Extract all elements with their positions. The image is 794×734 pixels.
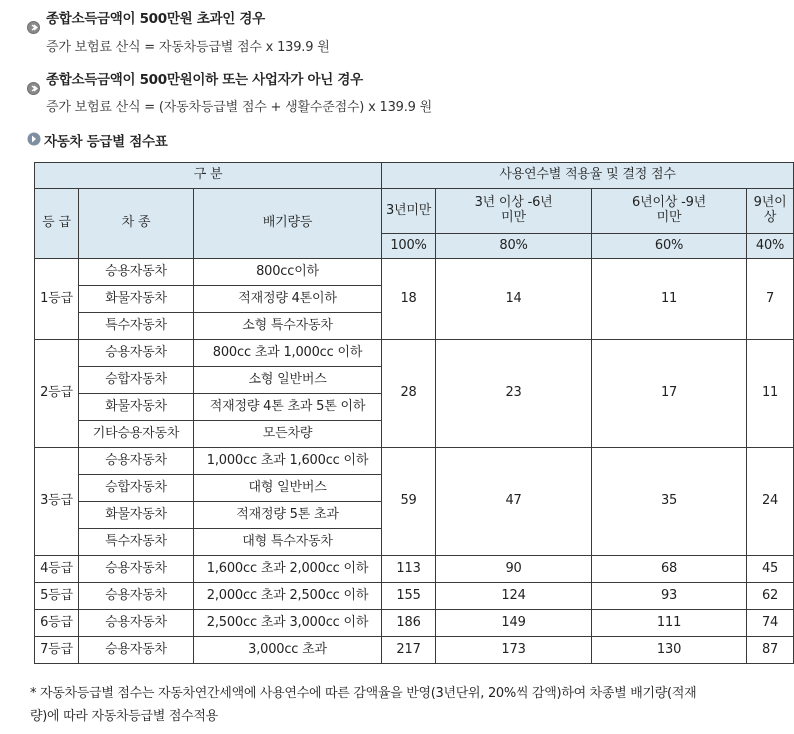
displacement-cell: 적재정량 4톤이하 <box>194 286 382 313</box>
displacement-cell: 800cc이하 <box>194 259 382 286</box>
formula-text: 증가 보험료 산식 = (자동차등급별 점수 + 생활수준점수) x 139.9 원 <box>46 100 433 115</box>
displacement-cell: 800cc 초과 1,000cc 이하 <box>194 340 382 367</box>
score-cell: 28 <box>382 340 436 448</box>
score-cell: 124 <box>436 583 592 610</box>
score-cell: 90 <box>436 556 592 583</box>
col-header-years-1: 3년미만 <box>382 189 436 234</box>
score-cell: 217 <box>382 637 436 664</box>
score-table <box>34 162 794 664</box>
score-cell: 14 <box>436 259 592 340</box>
displacement-cell: 소형 특수자동차 <box>194 313 382 340</box>
col-header-displacement: 배기량등 <box>194 189 382 259</box>
group-header: 구 분 <box>35 163 382 189</box>
score-cell: 186 <box>382 610 436 637</box>
vehicle-type-cell: 특수자동차 <box>79 313 194 340</box>
vehicle-type-cell: 화물자동차 <box>79 502 194 529</box>
score-cell: 111 <box>592 610 747 637</box>
score-cell: 11 <box>747 340 794 448</box>
displacement-cell: 1,600cc 초과 2,000cc 이하 <box>194 556 382 583</box>
formula-text: 증가 보험료 산식 = 자동차등급별 점수 x 139.9 원 <box>46 40 330 55</box>
vehicle-type-cell: 승합자동차 <box>79 475 194 502</box>
chevron-right-icon <box>27 21 40 34</box>
rate-cell: 60% <box>592 234 747 259</box>
score-cell: 23 <box>436 340 592 448</box>
score-cell: 68 <box>592 556 747 583</box>
vehicle-type-cell: 화물자동차 <box>79 286 194 313</box>
score-cell: 35 <box>592 448 747 556</box>
score-cell: 149 <box>436 610 592 637</box>
vehicle-type-cell: 화물자동차 <box>79 394 194 421</box>
vehicle-type-cell: 승용자동차 <box>79 556 194 583</box>
table-row <box>35 259 794 286</box>
score-cell: 11 <box>592 259 747 340</box>
grade-cell: 3등급 <box>35 448 79 556</box>
footnote: * 자동차등급별 점수는 자동차연간세액에 사용연수에 따른 감액율을 반영(3년단위, 20%씩 감액)하여 차종별 배기량(적재량)에 따라 자동차등급별 점수적용 <box>30 686 697 724</box>
displacement-cell: 3,000cc 초과 <box>194 637 382 664</box>
col-header-grade: 등 급 <box>35 189 79 259</box>
score-cell: 93 <box>592 583 747 610</box>
vehicle-type-cell: 승용자동차 <box>79 583 194 610</box>
col-header-years-4: 9년이상 <box>747 189 794 234</box>
vehicle-type-cell: 승합자동차 <box>79 367 194 394</box>
score-cell: 47 <box>436 448 592 556</box>
displacement-cell: 대형 일반버스 <box>194 475 382 502</box>
score-cell: 130 <box>592 637 747 664</box>
rate-cell: 40% <box>747 234 794 259</box>
rate-cell: 80% <box>436 234 592 259</box>
score-cell: 155 <box>382 583 436 610</box>
displacement-cell: 2,500cc 초과 3,000cc 이하 <box>194 610 382 637</box>
displacement-cell: 적재정량 4톤 초과 5톤 이하 <box>194 394 382 421</box>
displacement-cell: 소형 일반버스 <box>194 367 382 394</box>
score-cell: 45 <box>747 556 794 583</box>
chevron-right-icon <box>27 82 40 95</box>
displacement-cell: 1,000cc 초과 1,600cc 이하 <box>194 448 382 475</box>
score-cell: 24 <box>747 448 794 556</box>
score-cell: 7 <box>747 259 794 340</box>
score-cell: 173 <box>436 637 592 664</box>
score-cell: 74 <box>747 610 794 637</box>
grade-cell: 1등급 <box>35 259 79 340</box>
displacement-cell: 적재정량 5톤 초과 <box>194 502 382 529</box>
vehicle-type-cell: 승용자동차 <box>79 448 194 475</box>
vehicle-type-cell: 기타승용자동차 <box>79 421 194 448</box>
vehicle-type-cell: 승용자동차 <box>79 610 194 637</box>
displacement-cell: 2,000cc 초과 2,500cc 이하 <box>194 583 382 610</box>
section-arrow-icon <box>27 132 41 146</box>
score-cell: 59 <box>382 448 436 556</box>
col-header-years-2: 3년 이상 -6년 미만 <box>436 189 592 234</box>
section-title: 종합소득금액이 500만원 초과인 경우 <box>46 11 265 27</box>
table-row <box>35 610 794 637</box>
score-cell: 113 <box>382 556 436 583</box>
vehicle-type-cell: 특수자동차 <box>79 529 194 556</box>
section-title: 종합소득금액이 500만원이하 또는 사업자가 아닌 경우 <box>46 72 363 88</box>
grade-cell: 5등급 <box>35 583 79 610</box>
score-cell: 17 <box>592 340 747 448</box>
col-header-type: 차 종 <box>79 189 194 259</box>
displacement-cell: 모든차량 <box>194 421 382 448</box>
years-header: 사용연수별 적용율 및 결정 점수 <box>382 163 794 189</box>
rate-cell: 100% <box>382 234 436 259</box>
grade-cell: 2등급 <box>35 340 79 448</box>
displacement-cell: 대형 특수자동차 <box>194 529 382 556</box>
table-row <box>35 637 794 664</box>
vehicle-type-cell: 승용자동차 <box>79 637 194 664</box>
table-section-title: 자동차 등급별 점수표 <box>44 134 168 150</box>
score-cell: 62 <box>747 583 794 610</box>
score-cell: 87 <box>747 637 794 664</box>
table-row <box>35 556 794 583</box>
grade-cell: 4등급 <box>35 556 79 583</box>
grade-cell: 6등급 <box>35 610 79 637</box>
score-cell: 18 <box>382 259 436 340</box>
table-row <box>35 448 794 475</box>
grade-cell: 7등급 <box>35 637 79 664</box>
table-row <box>35 583 794 610</box>
vehicle-type-cell: 승용자동차 <box>79 259 194 286</box>
table-row <box>35 340 794 367</box>
col-header-years-3: 6년이상 -9년미만 <box>592 189 747 234</box>
vehicle-type-cell: 승용자동차 <box>79 340 194 367</box>
